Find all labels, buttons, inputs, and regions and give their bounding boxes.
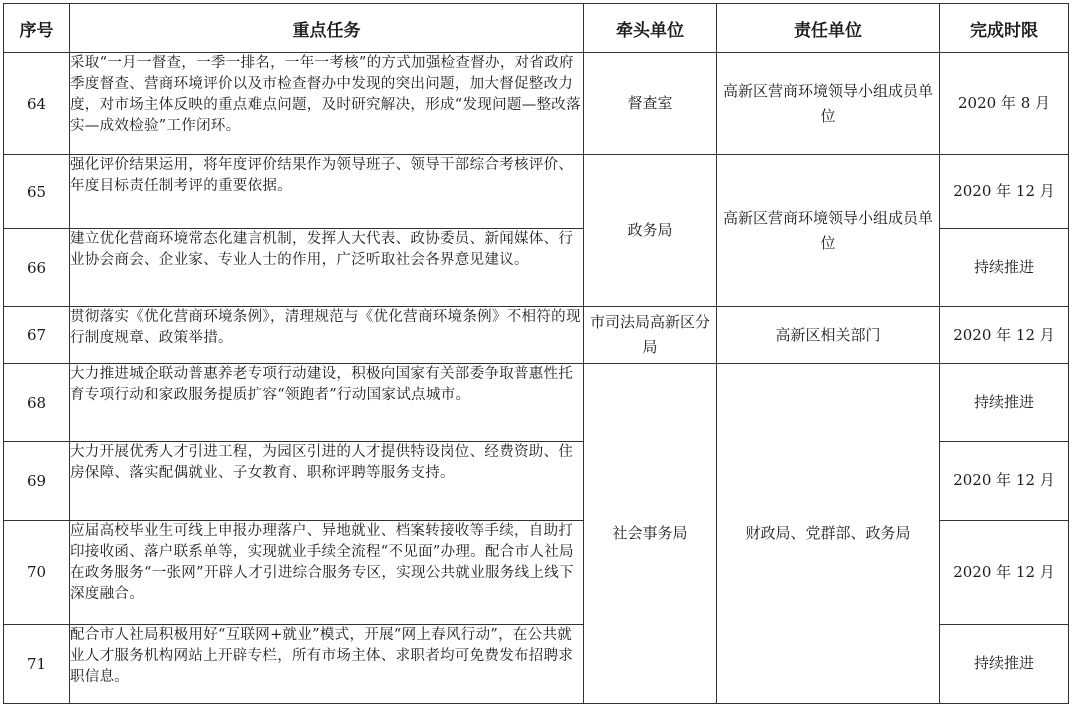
task-cell: 采取“一月一督查，一季一排名，一年一考核”的方式加强检查督办，对省政府季度督查、营商环境评价以及市检查督办中发现的突出问题，加大督促整改力度，对市场主体反映的重点难点问题，及时研究解决，形成“发现问题—整改落实—成效检验”工作闭环。 — [70, 53, 584, 155]
table-row — [4, 53, 1069, 155]
task-cell: 贯彻落实《优化营商环境条例》，清理规范与《优化营商环境条例》不相符的现行制度规章、政策举措。 — [70, 307, 584, 364]
lead-cell: 督查室 — [584, 53, 717, 155]
task-cell: 强化评价结果运用，将年度评价结果作为领导班子、领导干部综合考核评价、年度目标责任制考评的重要依据。 — [70, 155, 584, 229]
table-row — [4, 155, 1069, 229]
responsible-cell: 高新区营商环境领导小组成员单位 — [717, 53, 940, 155]
task-cell: 大力推进城企联动普惠养老专项行动建设，积极向国家有关部委争取普惠性托育专项行动和家政服务提质扩容“领跑者”行动国家试点城市。 — [70, 364, 584, 441]
seq-cell: 64 — [4, 53, 70, 155]
task-cell: 建立优化营商环境常态化建言机制，发挥人大代表、政协委员、新闻媒体、行业协会商会、企业家、专业人士的作用，广泛听取社会各界意见建议。 — [70, 229, 584, 307]
header-task: 重点任务 — [70, 4, 584, 53]
seq-cell: 69 — [4, 441, 70, 520]
deadline-cell: 持续推进 — [940, 624, 1069, 703]
header-row — [4, 4, 1069, 53]
header-lead: 牵头单位 — [584, 4, 717, 53]
task-cell: 配合市人社局积极用好“互联网+就业”模式，开展“网上春风行动”，在公共就业人才服务机构网站上开辟专栏，所有市场主体、求职者均可免费发布招聘求职信息。 — [70, 624, 584, 703]
seq-cell: 65 — [4, 155, 70, 229]
lead-cell: 社会事务局 — [584, 364, 717, 704]
seq-cell: 67 — [4, 307, 70, 364]
lead-cell: 市司法局高新区分局 — [584, 307, 717, 364]
header-deadline: 完成时限 — [940, 4, 1069, 53]
seq-cell: 71 — [4, 624, 70, 703]
deadline-cell: 持续推进 — [940, 229, 1069, 307]
task-table — [3, 3, 1069, 704]
seq-cell: 68 — [4, 364, 70, 441]
responsible-cell: 财政局、党群部、政务局 — [717, 364, 940, 704]
deadline-cell: 2020 年 12 月 — [940, 307, 1069, 364]
table-row — [4, 307, 1069, 364]
task-cell: 应届高校毕业生可线上申报办理落户、异地就业、档案转接收等手续，自助打印接收函、落户联系单等，实现就业手续全流程“不见面”办理。配合市人社局在政务服务“一张网”开辟人才引进综合服务专区，实现公共就业服务线上线下深度融合。 — [70, 520, 584, 624]
header-responsible: 责任单位 — [717, 4, 940, 53]
deadline-cell: 持续推进 — [940, 364, 1069, 441]
deadline-cell: 2020 年 12 月 — [940, 520, 1069, 624]
deadline-cell: 2020 年 12 月 — [940, 441, 1069, 520]
seq-cell: 66 — [4, 229, 70, 307]
table-row — [4, 364, 1069, 441]
header-seq: 序号 — [4, 4, 70, 53]
deadline-cell: 2020 年 12 月 — [940, 155, 1069, 229]
responsible-cell: 高新区营商环境领导小组成员单位 — [717, 155, 940, 307]
task-cell: 大力开展优秀人才引进工程，为园区引进的人才提供特设岗位、经费资助、住房保障、落实配偶就业、子女教育、职称评聘等服务支持。 — [70, 441, 584, 520]
lead-cell: 政务局 — [584, 155, 717, 307]
seq-cell: 70 — [4, 520, 70, 624]
deadline-cell: 2020 年 8 月 — [940, 53, 1069, 155]
responsible-cell: 高新区相关部门 — [717, 307, 940, 364]
